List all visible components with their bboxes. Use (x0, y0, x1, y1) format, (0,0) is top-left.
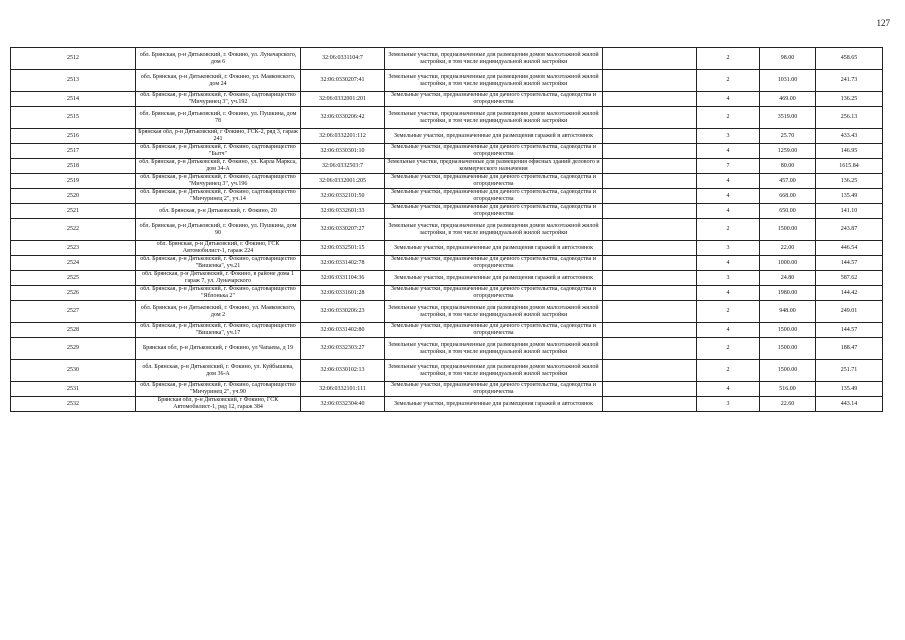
area-cell: 80.00 (760, 159, 816, 174)
unit-rate-cell: 587.62 (816, 271, 883, 286)
empty-cell (603, 92, 697, 107)
address-cell: обл. Брянская, р-н Дятьковский, г. Фокино, садтоварищество "Вишенка", уч.21 (136, 256, 301, 271)
area-cell: 650.00 (760, 204, 816, 219)
table-row (11, 48, 883, 70)
row-number: 2531 (11, 382, 136, 397)
area-cell: 948.00 (760, 301, 816, 323)
row-number: 2525 (11, 271, 136, 286)
area-cell: 457.00 (760, 174, 816, 189)
cadastral-number-cell: 32:06:0331402:78 (301, 256, 385, 271)
empty-cell (603, 286, 697, 301)
cadastral-number-cell: 32:06:0330207:27 (301, 219, 385, 241)
row-number: 2522 (11, 219, 136, 241)
group-code-cell: 3 (697, 271, 760, 286)
table-row (11, 129, 883, 144)
row-number: 2513 (11, 70, 136, 92)
area-cell: 3519.00 (760, 107, 816, 129)
empty-cell (603, 144, 697, 159)
land-use-cell: Земельные участки, предназначенные для размещения офисных зданий делового и коммерческого назначения (385, 159, 603, 174)
table-row (11, 256, 883, 271)
area-cell: 1000.00 (760, 256, 816, 271)
cadastral-number-cell: 32:06:0330207:41 (301, 70, 385, 92)
row-number: 2528 (11, 323, 136, 338)
address-cell: обл. Брянская, р-н Дятьковский, г. Фокино, садтоварищество "Мичуринец 3", уч.192 (136, 92, 301, 107)
area-cell: 22.60 (760, 397, 816, 412)
table-row (11, 159, 883, 174)
row-number: 2526 (11, 286, 136, 301)
group-code-cell: 4 (697, 256, 760, 271)
group-code-cell: 2 (697, 48, 760, 70)
table-row (11, 286, 883, 301)
land-use-cell: Земельные участки, предназначенные для дачного строительства, садоводства и огородничества (385, 174, 603, 189)
row-number: 2519 (11, 174, 136, 189)
group-code-cell: 4 (697, 323, 760, 338)
area-cell: 22.00 (760, 241, 816, 256)
row-number: 2517 (11, 144, 136, 159)
unit-rate-cell: 1615.84 (816, 159, 883, 174)
unit-rate-cell: 135.49 (816, 189, 883, 204)
table-row (11, 204, 883, 219)
group-code-cell: 2 (697, 301, 760, 323)
group-code-cell: 4 (697, 382, 760, 397)
land-use-cell: Земельные участки, предназначенные для дачного строительства, садоводства и огородничества (385, 189, 603, 204)
unit-rate-cell: 135.49 (816, 382, 883, 397)
address-cell: обл. Брянская, р-н Дятьковский, г. Фокино, ул. Маяковского, дом 24 (136, 70, 301, 92)
cadastral-number-cell: 32:06:0332101:111 (301, 382, 385, 397)
land-use-cell: Земельные участки, предназначенные для размещения домов малоэтажной жилой застройки, в том числе индивидуальной жилой застройки (385, 360, 603, 382)
cadastral-number-cell: 32:06:0332001:201 (301, 92, 385, 107)
empty-cell (603, 256, 697, 271)
table-row (11, 271, 883, 286)
empty-cell (603, 360, 697, 382)
group-code-cell: 4 (697, 92, 760, 107)
cadastral-number-cell: 32:06:0332303:27 (301, 338, 385, 360)
area-cell: 1980.00 (760, 286, 816, 301)
empty-cell (603, 48, 697, 70)
row-number: 2521 (11, 204, 136, 219)
unit-rate-cell: 249.01 (816, 301, 883, 323)
empty-cell (603, 219, 697, 241)
table-row (11, 107, 883, 129)
cadastral-number-cell: 32:06:0332503:7 (301, 159, 385, 174)
row-number: 2518 (11, 159, 136, 174)
land-use-cell: Земельные участки, предназначенные для дачного строительства, садоводства и огородничества (385, 323, 603, 338)
cadastral-number-cell: 32:06:0331104:36 (301, 271, 385, 286)
group-code-cell: 2 (697, 70, 760, 92)
empty-cell (603, 159, 697, 174)
cadastral-number-cell: 32:06:0330102:13 (301, 360, 385, 382)
unit-rate-cell: 144.42 (816, 286, 883, 301)
group-code-cell: 3 (697, 241, 760, 256)
table-row (11, 338, 883, 360)
row-number: 2527 (11, 301, 136, 323)
row-number: 2529 (11, 338, 136, 360)
land-use-cell: Земельные участки, предназначенные для размещения домов малоэтажной жилой застройки, в том числе индивидуальной жилой застройки (385, 219, 603, 241)
area-cell: 24.80 (760, 271, 816, 286)
group-code-cell: 4 (697, 174, 760, 189)
cadastral-number-cell: 32:06:0331402:80 (301, 323, 385, 338)
table-row (11, 189, 883, 204)
address-cell: обл. Брянская, р-н Дятьковский, г. Фокино, садтоварищество "Мичуринец 2", уч.90 (136, 382, 301, 397)
land-use-cell: Земельные участки, предназначенные для дачного строительства, садоводства и огородничества (385, 382, 603, 397)
land-use-cell: Земельные участки, предназначенные для дачного строительства, садоводства и огородничества (385, 256, 603, 271)
row-number: 2520 (11, 189, 136, 204)
empty-cell (603, 241, 697, 256)
land-use-cell: Земельные участки, предназначенные для дачного строительства, садоводства и огородничества (385, 144, 603, 159)
address-cell: обл. Брянская, р-н Дятьковский, г. Фокино, садтоварищество "Бытч" (136, 144, 301, 159)
table-row (11, 144, 883, 159)
address-cell: обл. Брянская, р-н Дятьковский, г. Фокино, ул. Карла Маркса, дом 34-А (136, 159, 301, 174)
address-cell: обл. Брянская, р-н Дятьковский, г. Фокино, ул. Пушкина, дом 90 (136, 219, 301, 241)
table-row (11, 219, 883, 241)
table-row (11, 70, 883, 92)
land-use-cell: Земельные участки, предназначенные для дачного строительства, садоводства и огородничества (385, 204, 603, 219)
land-use-cell: Земельные участки, предназначенные для размещения гаражей и автостоянок (385, 241, 603, 256)
cadastral-number-cell: 32:06:0332304:40 (301, 397, 385, 412)
cadastral-number-cell: 32:06:0330301:10 (301, 144, 385, 159)
empty-cell (603, 189, 697, 204)
address-cell: обл. Брянская, р-н Дятьковский, г. Фокино, садтоварищество "Мичуринец 2", уч.14 (136, 189, 301, 204)
area-cell: 516.00 (760, 382, 816, 397)
table-row (11, 92, 883, 107)
address-cell: Брянская обл, р-н Дятьковский, г Фокино, ул Чапаева, д 19 (136, 338, 301, 360)
unit-rate-cell: 256.13 (816, 107, 883, 129)
cadastral-value-table (10, 47, 883, 412)
group-code-cell: 7 (697, 159, 760, 174)
area-cell: 25.70 (760, 129, 816, 144)
unit-rate-cell: 251.71 (816, 360, 883, 382)
address-cell: обл. Брянская, р-н Дятьковский, г. Фокино, 20 (136, 204, 301, 219)
unit-rate-cell: 241.73 (816, 70, 883, 92)
address-cell: Брянская обл, р-н Дятьковский, г Фокино, ГСК Автомобилист-1, ряд 12, гараж 384 (136, 397, 301, 412)
area-cell: 1500.00 (760, 360, 816, 382)
group-code-cell: 4 (697, 204, 760, 219)
row-number: 2532 (11, 397, 136, 412)
address-cell: обл. Брянская, р-н Дятьковский, г. Фокино, ГСК Автомобилист-1, гараж 224 (136, 241, 301, 256)
group-code-cell: 3 (697, 129, 760, 144)
land-use-cell: Земельные участки, предназначенные для размещения гаражей и автостоянок (385, 129, 603, 144)
unit-rate-cell: 443.14 (816, 397, 883, 412)
table-row (11, 241, 883, 256)
row-number: 2515 (11, 107, 136, 129)
area-cell: 98.00 (760, 48, 816, 70)
table-row (11, 323, 883, 338)
area-cell: 1259.00 (760, 144, 816, 159)
table-row (11, 174, 883, 189)
area-cell: 668.00 (760, 189, 816, 204)
cadastral-number-cell: 32:06:0332601:33 (301, 204, 385, 219)
unit-rate-cell: 243.87 (816, 219, 883, 241)
group-code-cell: 4 (697, 144, 760, 159)
land-use-cell: Земельные участки, предназначенные для размещения гаражей и автостоянок (385, 397, 603, 412)
land-use-cell: Земельные участки, предназначенные для размещения домов малоэтажной жилой застройки, в том числе индивидуальной жилой застройки (385, 301, 603, 323)
unit-rate-cell: 141.10 (816, 204, 883, 219)
address-cell: обл. Брянская, р-н Дятьковский, г. Фокино, садтоварищество "Вишенка", уч.17 (136, 323, 301, 338)
empty-cell (603, 301, 697, 323)
area-cell: 1500.00 (760, 338, 816, 360)
table-row (11, 360, 883, 382)
table-row (11, 301, 883, 323)
cadastral-number-cell: 32:06:0332101:50 (301, 189, 385, 204)
group-code-cell: 2 (697, 360, 760, 382)
row-number: 2512 (11, 48, 136, 70)
address-cell: обл. Брянская, р-н Дятьковский, г. Фокино, ул. Луначарского, дом 6 (136, 48, 301, 70)
address-cell: обл. Брянская, р-н Дятьковский, г. Фокино, ул. Пушкина, дом 78 (136, 107, 301, 129)
unit-rate-cell: 433.43 (816, 129, 883, 144)
area-cell: 1500.00 (760, 323, 816, 338)
unit-rate-cell: 136.25 (816, 174, 883, 189)
table-row (11, 397, 883, 412)
land-use-cell: Земельные участки, предназначенные для размещения домов малоэтажной жилой застройки, в том числе индивидуальной жилой застройки (385, 338, 603, 360)
empty-cell (603, 174, 697, 189)
area-cell: 1031.00 (760, 70, 816, 92)
group-code-cell: 2 (697, 107, 760, 129)
unit-rate-cell: 188.47 (816, 338, 883, 360)
group-code-cell: 3 (697, 397, 760, 412)
group-code-cell: 4 (697, 189, 760, 204)
empty-cell (603, 204, 697, 219)
page-number: 127 (876, 18, 890, 28)
empty-cell (603, 323, 697, 338)
cadastral-number-cell: 32:06:0332001:205 (301, 174, 385, 189)
group-code-cell: 2 (697, 338, 760, 360)
unit-rate-cell: 146.95 (816, 144, 883, 159)
address-cell: обл. Брянская, р-н Дятьковский, г. Фокино, ул. Куйбышева, дом 36-А (136, 360, 301, 382)
row-number: 2514 (11, 92, 136, 107)
group-code-cell: 2 (697, 219, 760, 241)
unit-rate-cell: 144.57 (816, 256, 883, 271)
address-cell: обл. Брянская, р-н Дятьковский, г. Фокино, ул. Маяковского, дом 2 (136, 301, 301, 323)
unit-rate-cell: 144.57 (816, 323, 883, 338)
empty-cell (603, 271, 697, 286)
empty-cell (603, 129, 697, 144)
empty-cell (603, 338, 697, 360)
area-cell: 1500.00 (760, 219, 816, 241)
land-use-cell: Земельные участки, предназначенные для размещения гаражей и автостоянок (385, 271, 603, 286)
land-use-cell: Земельные участки, предназначенные для размещения домов малоэтажной жилой застройки, в том числе индивидуальной жилой застройки (385, 107, 603, 129)
address-cell: обл. Брянская, р-н Дятьковский, г. Фокино, садтоварищество "Мичуринец 3", уч.196 (136, 174, 301, 189)
unit-rate-cell: 136.25 (816, 92, 883, 107)
address-cell: обл. Брянская, р-н Дятьковский, г. Фокино, садтоварищество "Яблонька 2" (136, 286, 301, 301)
land-use-cell: Земельные участки, предназначенные для дачного строительства, садоводства и огородничества (385, 92, 603, 107)
unit-rate-cell: 458.65 (816, 48, 883, 70)
empty-cell (603, 70, 697, 92)
cadastral-number-cell: 32:06:0330206:42 (301, 107, 385, 129)
cadastral-number-cell: 32:06:0331104:7 (301, 48, 385, 70)
cadastral-number-cell: 32:06:0332501:15 (301, 241, 385, 256)
unit-rate-cell: 446.54 (816, 241, 883, 256)
cadastral-number-cell: 32:06:0332201:112 (301, 129, 385, 144)
row-number: 2523 (11, 241, 136, 256)
table-row (11, 382, 883, 397)
empty-cell (603, 397, 697, 412)
area-cell: 469.00 (760, 92, 816, 107)
empty-cell (603, 107, 697, 129)
empty-cell (603, 382, 697, 397)
land-use-cell: Земельные участки, предназначенные для размещения домов малоэтажной жилой застройки, в том числе индивидуальной жилой застройки (385, 70, 603, 92)
cadastral-number-cell: 32:06:0330206:23 (301, 301, 385, 323)
cadastral-number-cell: 32:06:0331601:28 (301, 286, 385, 301)
address-cell: Брянская обл, р-н Дятьковский, г Фокино, ГСК-2, ряд 3, гараж 241 (136, 129, 301, 144)
row-number: 2524 (11, 256, 136, 271)
group-code-cell: 4 (697, 286, 760, 301)
row-number: 2530 (11, 360, 136, 382)
land-use-cell: Земельные участки, предназначенные для размещения домов малоэтажной жилой застройки, в том числе индивидуальной жилой застройки (385, 48, 603, 70)
row-number: 2516 (11, 129, 136, 144)
land-use-cell: Земельные участки, предназначенные для дачного строительства, садоводства и огородничества (385, 286, 603, 301)
address-cell: обл. Брянская, р-н Дятьковский, г. Фокино, в районе дома 1 гараж 7, ул. Луначарского (136, 271, 301, 286)
